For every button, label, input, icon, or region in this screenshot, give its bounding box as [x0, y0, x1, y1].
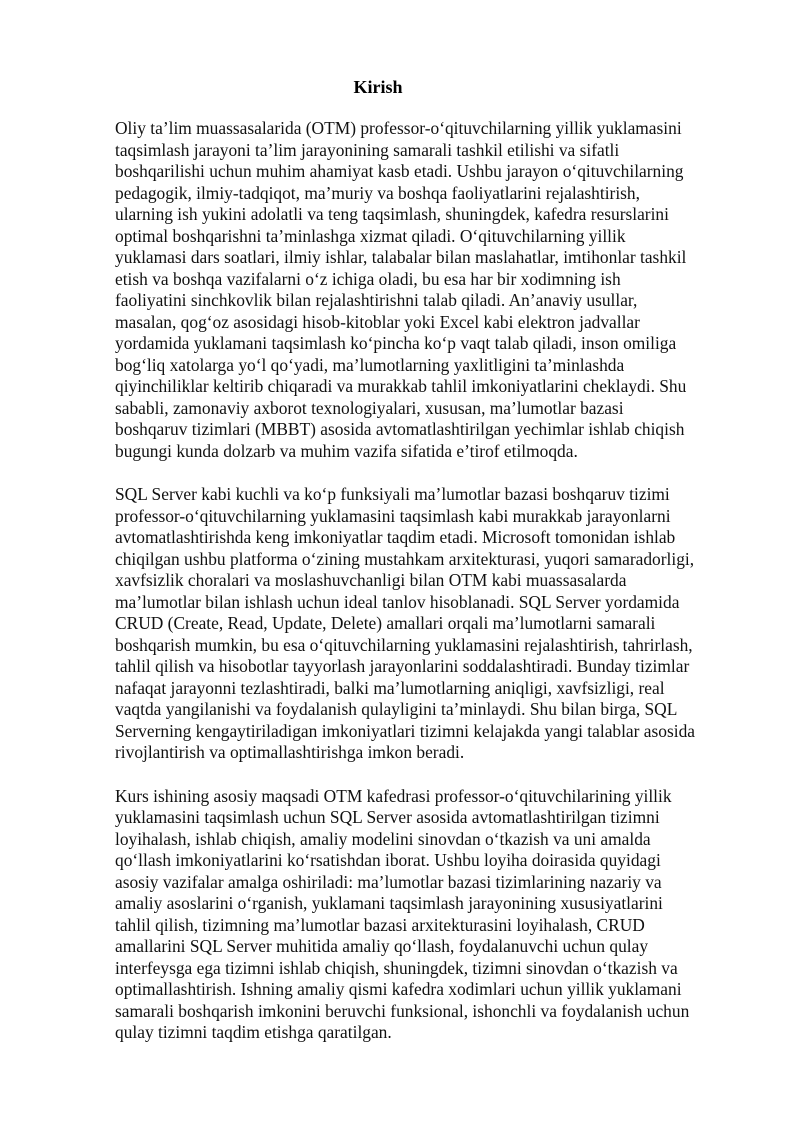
- paragraph-sql-server: SQL Server kabi kuchli va ko‘p funksiyali ma’lumotlar bazasi boshqaruv tizimi professor-o‘qituvchilarning yuklamasini taqsimlash kabi murakkab jarayonlarni avtomatlashtirishda keng imkoniyatlar taqdim etadi. Microsoft tomonidan ishlab chiqilgan ushbu platforma o‘zining mustahkam arxitekturasi, yuqori samaradorligi, xavfsizlik choralari va moslashuvchanligi bilan OTM kabi muassasalarda ma’lumotlar bilan ishlash uchun ideal tanlov hisoblanadi. SQL Server yordamida CRUD (Create, Read, Update, Delete) amallari orqali ma’lumotlarni samarali boshqarish mumkin, bu esa o‘qituvchilarning yuklamasini rejalashtirish, tahrirlash, tahlil qilish va hisobotlar tayyorlash jarayonlarini soddalashtiradi. Bunday tizimlar nafaqat jarayonni tezlashtiradi, balki ma’lumotlarning aniqligi, xavfsizligi, real vaqtda yangilanishi va foydalanish qulayligini ta’minlaydi. Shu bilan birga, SQL Serverning kengaytiriladigan imkoniyatlari tizimni kelajakda yangi talablar asosida rivojlantirish va optimallashtirishga imkon beradi.: [115, 484, 695, 762]
- document-body: [115, 118, 745, 1066]
- paragraph-course-goal: Kurs ishining asosiy maqsadi OTM kafedrasi professor-o‘qituvchilarining yillik yuklamasini taqsimlash uchun SQL Server asosida avtomatlashtirilgan tizimni loyihalash, ishlab chiqish, amaliy modelini sinovdan o‘tkazish va uni amalda qo‘llash imkoniyatlarini ko‘rsatishdan iborat. Ushbu loyiha doirasida quyidagi asosiy vazifalar amalga oshiriladi: ma’lumotlar bazasi tizimlarining nazariy va amaliy asoslarini o‘rganish, yuklamani taqsimlash jarayonining xususiyatlarini tahlil qilish, tizimning ma’lumotlar bazasi arxitekturasini loyihalash, CRUD amallarini SQL Server muhitida amaliy qo‘llash, foydalanuvchi uchun qulay interfeysga ega tizimni ishlab chiqish, shuningdek, tizimni sinovdan o‘tkazish va optimallashtirish. Ishning amaliy qismi kafedra xodimlari uchun yillik yuklamani samarali boshqarish imkonini beruvchi funksional, ishonchli va foydalanish uchun qulay tizimni taqdim etishga qaratilgan.: [115, 785, 690, 1042]
- paragraph-introduction: Oliy ta’lim muassasalarida (OTM) professor-o‘qituvchilarning yillik yuklamasini taqsimlash jarayoni ta’lim jarayonining samarali tashkil etilishi va sifatli boshqarilishi uchun muhim ahamiyat kasb etadi. Ushbu jarayon o‘qituvchilarning pedagogik, ilmiy-tadqiqot, ma’muriy va boshqa faoliyatlarini rejalashtirish, ularning ish yukini adolatli va teng taqsimlash, shuningdek, kafedra resurslarini optimal boshqarishni ta’minlashga xizmat qiladi. O‘qituvchilarning yillik yuklamasi dars soatlari, ilmiy ishlar, talabalar bilan maslahatlar, imtihonlar tashkil etish va boshqa vazifalarni o‘z ichiga oladi, bu esa har bir xodimning ish faoliyatini sinchkovlik bilan rejalashtirishni talab qiladi. An’anaviy usullar, masalan, qog‘oz asosidagi hisob-kitoblar yoki Excel kabi elektron jadvallar yordamida yuklamani taqsimlash ko‘pincha ko‘p vaqt talab qiladi, inson omiliga bog‘liq xatolarga yo‘l qo‘yadi, ma’lumotlarning yaxlitligini ta’minlashda qiyinchiliklar keltirib chiqaradi va murakkab tahlil imkoniyatlarini cheklaydi. Shu sababli, zamonaviy axborot texnologiyalari, xususan, ma’lumotlar bazasi boshqaruv tizimlari (MBBT) asosida avtomatlashtirilgan yechimlar ishlab chiqish bugungi kunda dolzarb va muhim vazifa sifatida e’tirof etilmoqda.: [115, 118, 687, 461]
- page-title: Kirish: [353, 77, 403, 97]
